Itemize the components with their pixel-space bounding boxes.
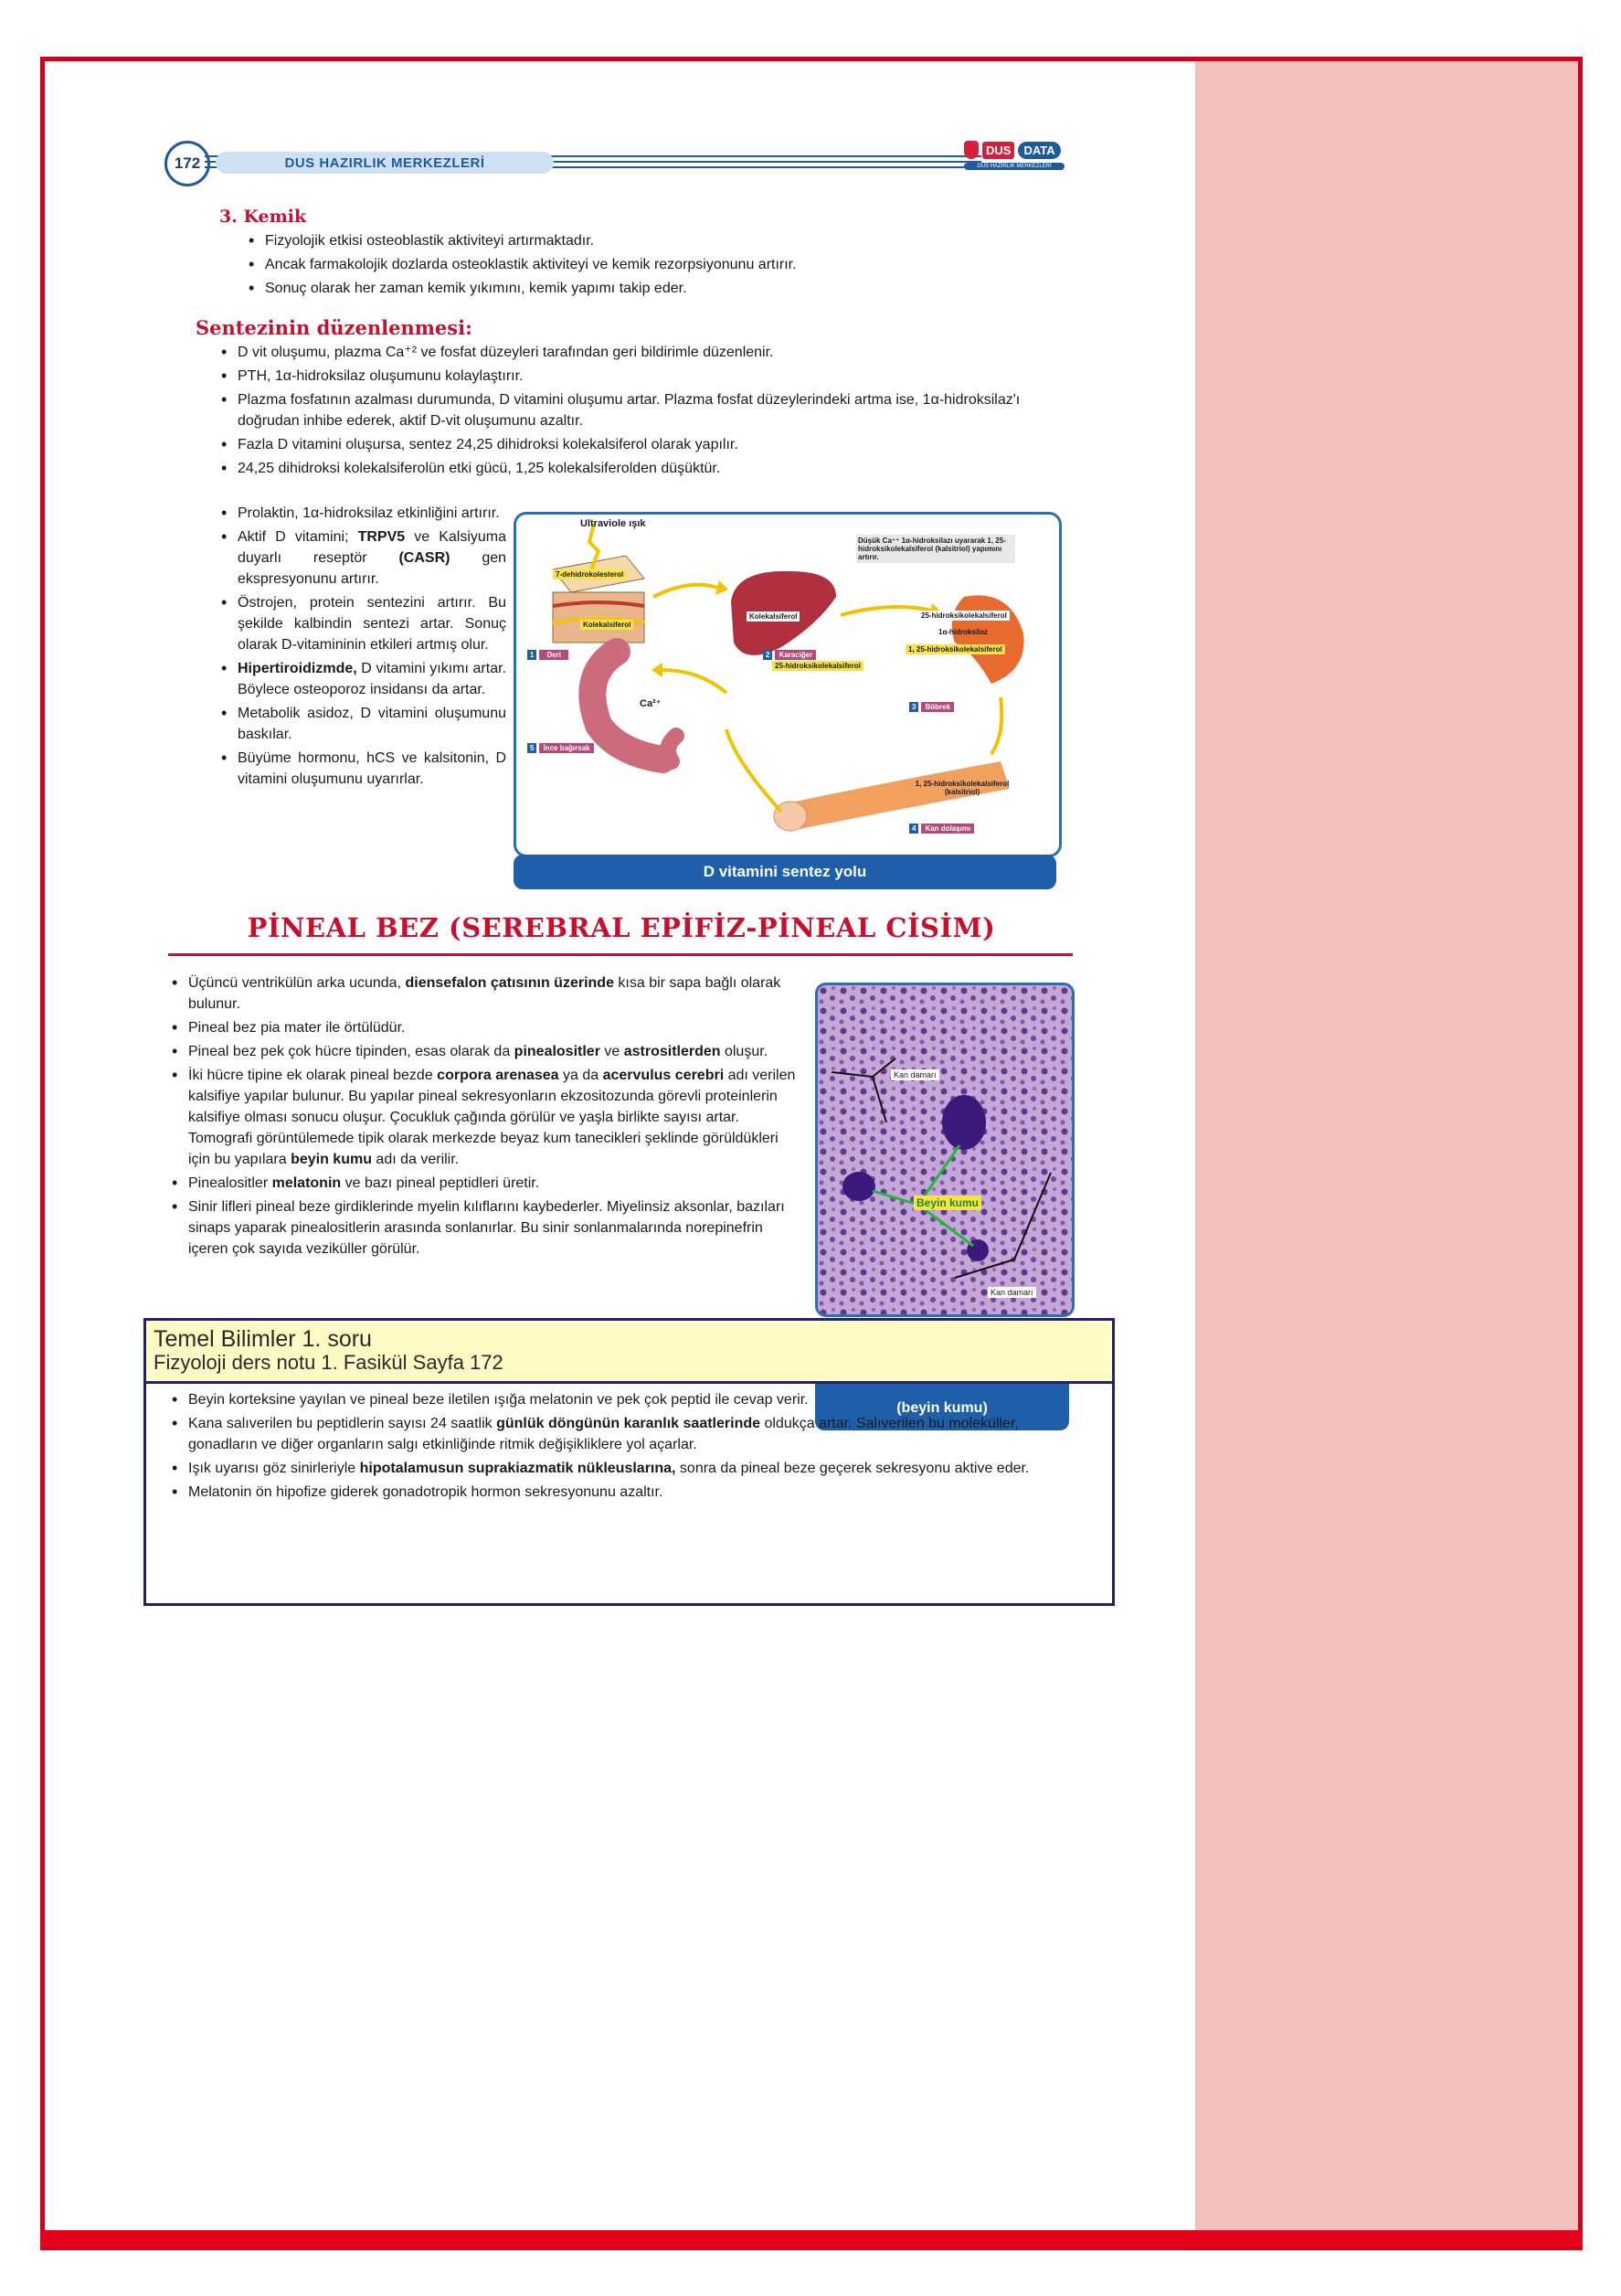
uv-label: Ultraviole ışık (580, 518, 646, 529)
kemik-title: 3. Kemik (219, 207, 307, 227)
logo-subtitle: DUS HAZIRLIK MERKEZLERİ (964, 163, 1065, 170)
list-item: • Metabolik asidoz, D vitamini oluşumunu baskılar. (214, 703, 506, 745)
logo-data: DATA (1018, 142, 1060, 159)
alpha-hydroxylase-label: 1α-hidroksilaz (938, 628, 988, 636)
note-line-2: Fizyoloji ders notu 1. Fasikül Sayfa 172 (154, 1351, 503, 1374)
list-item: • PTH, 1α-hidroksilaz oluşumunu kolaylaştırır. (214, 366, 1073, 387)
list-item: • Hipertiroidizmde, D vitamini yıkımı artar. Böylece osteoporoz insidansı da artar. (214, 658, 506, 700)
list-item: • Fazla D vitamini oluşursa, sentez 24,25 dihidroksi kolekalsiferol olarak yapılır. (214, 434, 1073, 455)
calcitriol-label: 1, 25-hidroksikolekalsiferol (906, 644, 1005, 654)
list-item: • Işık uyarısı göz sinirleriyle hipotalamusun suprakiazmatik nükleuslarına, sonra da pineal beze geçerek sekresyonu aktive eder. (164, 1458, 1078, 1479)
calcium-label: Ca²⁺ (640, 698, 662, 709)
pineal-list-top (164, 973, 804, 1262)
list-item: • D vit oluşumu, plazma Ca⁺² ve fosfat düzeyleri tarafından geri bildirimle düzenlenir. (214, 342, 1073, 363)
tooth-icon (964, 141, 979, 159)
list-item: • Üçüncü ventrikülün arka ucunda, diensefalon çatısının üzerinde kısa bir sapa bağlı olarak bulunur. (164, 973, 804, 1015)
list-item: • Pinealositler melatonin ve bazı pineal peptidleri üretir. (164, 1173, 804, 1194)
list-item: • 24,25 dihidroksi kolekalsiferolün etki gücü, 1,25 kolekalsiferolden düşüktür. (214, 458, 1073, 479)
low-calcium-note: Düşük Ca⁺⁺ 1α-hidroksilazı uyararak 1, 25- hidroksikolekalsiferol (kalsitriol) yapımını artırır. (856, 535, 1015, 563)
list-item: • Pineal bez pia mater ile örtülüdür. (164, 1017, 804, 1038)
pineal-histology-image (815, 983, 1075, 1317)
dehydrocholesterol-label: 7-dehidrokolesterol (553, 569, 626, 579)
25-hydroxy-kidney-label: 25-hidroksikolekalsiferol (918, 611, 1010, 621)
legend-bloodstream: 4 Kan dolaşımı (909, 824, 974, 834)
legend-small-intestine: 5 İnce bağırsak (527, 743, 594, 753)
list-item: • Pineal bez pek çok hücre tipinden, esas olarak da pinealositler ve astrositlerden oluşur. (164, 1041, 804, 1062)
figure2-caption: (beyin kumu) (815, 1376, 1069, 1430)
legend-kidney: 3 Böbrek (909, 702, 954, 712)
legend-skin: 1 Deri (527, 650, 568, 660)
bottom-bar (40, 2230, 1583, 2247)
list-item: • Plazma fosfatının azalması durumunda, D vitamini oluşumu artar. Plazma fosfat düzeylerindeki artma ise, 1α-hidroksilaz'ı doğrudan inhibe ederek, aktif D-vit oluşumunu azaltır. (214, 389, 1073, 431)
25-hydroxy-label: 25-hidroksikolekalsiferol (772, 661, 863, 671)
blood-calcitriol-label: 1, 25-hidroksikolekalsiferol (kalsitriol) (915, 780, 1010, 796)
list-item: • Beyin korteksine yayılan ve pineal beze iletilen ışığa melatonin ve pek çok peptid ile cevap verir. (164, 1389, 810, 1410)
vitamin-d-pathway-figure (514, 512, 1062, 857)
list-item: • Kana salıverilen bu peptidlerin sayısı 24 saatlik günlük döngünün karanlık saatlerinde oldukça artar. Salıverilen bu moleküller, gonadların ve diğer organların salgı etkinliğinde ritmik değişikliklere yol açarlar. (164, 1413, 1078, 1455)
list-item: • Melatonin ön hipofize giderek gonadotropik hormon sekresyonunu azaltır. (164, 1482, 1078, 1503)
list-item: • İki hücre tipine ek olarak pineal bezde corpora arenasea ya da acervulus cerebri adı verilen kalsifiye yapılar bulunur. Bu yapılar pineal sekresyonların ekzositozunda görevli proteinlerin kalsifiye olması sonucu oluşur. Çocukluk çağında görülür ve yaşla birlikte sayısı artar. Tomografi görüntülemede tipik olarak merkezde beyaz kum tanecikleri şeklinde görüldükleri için bu yapılara beyin kumu adı da verilir. (164, 1065, 804, 1170)
list-item: • Aktif D vitamini; TRPV5 ve Kalsiyuma duyarlı reseptör (CASR) gen ekspresyonunu artırır. (214, 526, 506, 590)
note-banner (143, 1318, 1115, 1384)
note-box-outline (143, 1381, 1115, 1606)
blood-vessel-label-2: Kan damarı (988, 1287, 1036, 1298)
legend-liver: 2 Karaciğer (763, 650, 816, 660)
list-item: • Ancak farmakolojik dozlarda osteoklastik aktiviteyi ve kemik rezorpsiyonunu artırır. (241, 254, 1064, 275)
pineal-title: PİNEAL BEZ (SEREBRAL EPİFİZ-PİNEAL CİSİM) (247, 912, 996, 943)
list-item: • Fizyolojik etkisi osteoblastik aktiviteyi artırmaktadır. (241, 230, 1064, 251)
figure1-caption: D vitamini sentez yolu (514, 855, 1056, 889)
brain-sand-label: Beyin kumu (914, 1196, 981, 1210)
list-item: • Sinir lifleri pineal beze girdiklerinde myelin kılıflarını kaybederler. Miyelinsiz aksonlar, bazıları sinaps yaparak pinealositlerin arasında sonlanırlar. Bu sinir sonlanmalarında norepinefrin içeren çok sayıda veziküller görülür. (164, 1196, 804, 1260)
side-panel (1195, 61, 1578, 2244)
header-title: DUS HAZIRLIK MERKEZLERİ (216, 152, 554, 174)
page-number: 172 (164, 141, 210, 186)
cholecalciferol-label: Kolekalsiferol (580, 620, 633, 630)
list-item: • Östrojen, protein sentezini artırır. Bu şekilde kalbindin sentezi artar. Sonuç olarak D-vitamininin etkileri artmış olur. (214, 592, 506, 655)
blood-vessel-label-1: Kan damarı (891, 1069, 939, 1080)
note-line-1: Temel Bilimler 1. soru (154, 1326, 372, 1352)
logo-dus: DUS (982, 142, 1014, 159)
list-item: • Sonuç olarak her zaman kemik yıkımını, kemik yapımı takip eder. (241, 278, 1064, 299)
dusdata-logo (964, 141, 1065, 183)
list-item: • Prolaktin, 1α-hidroksilaz etkinliğini artırır. (214, 503, 506, 524)
kemik-list (241, 230, 1064, 302)
pineal-rule (168, 953, 1073, 956)
vitd-factors-list (214, 503, 506, 792)
sentez-list (214, 342, 1073, 482)
list-item: • Büyüme hormonu, hCS ve kalsitonin, D vitamini oluşumunu uyarırlar. (214, 748, 506, 790)
cholecalciferol-liver-label: Kolekalsiferol (747, 611, 800, 622)
sentez-title: Sentezinin düzenlenmesi: (196, 316, 472, 339)
